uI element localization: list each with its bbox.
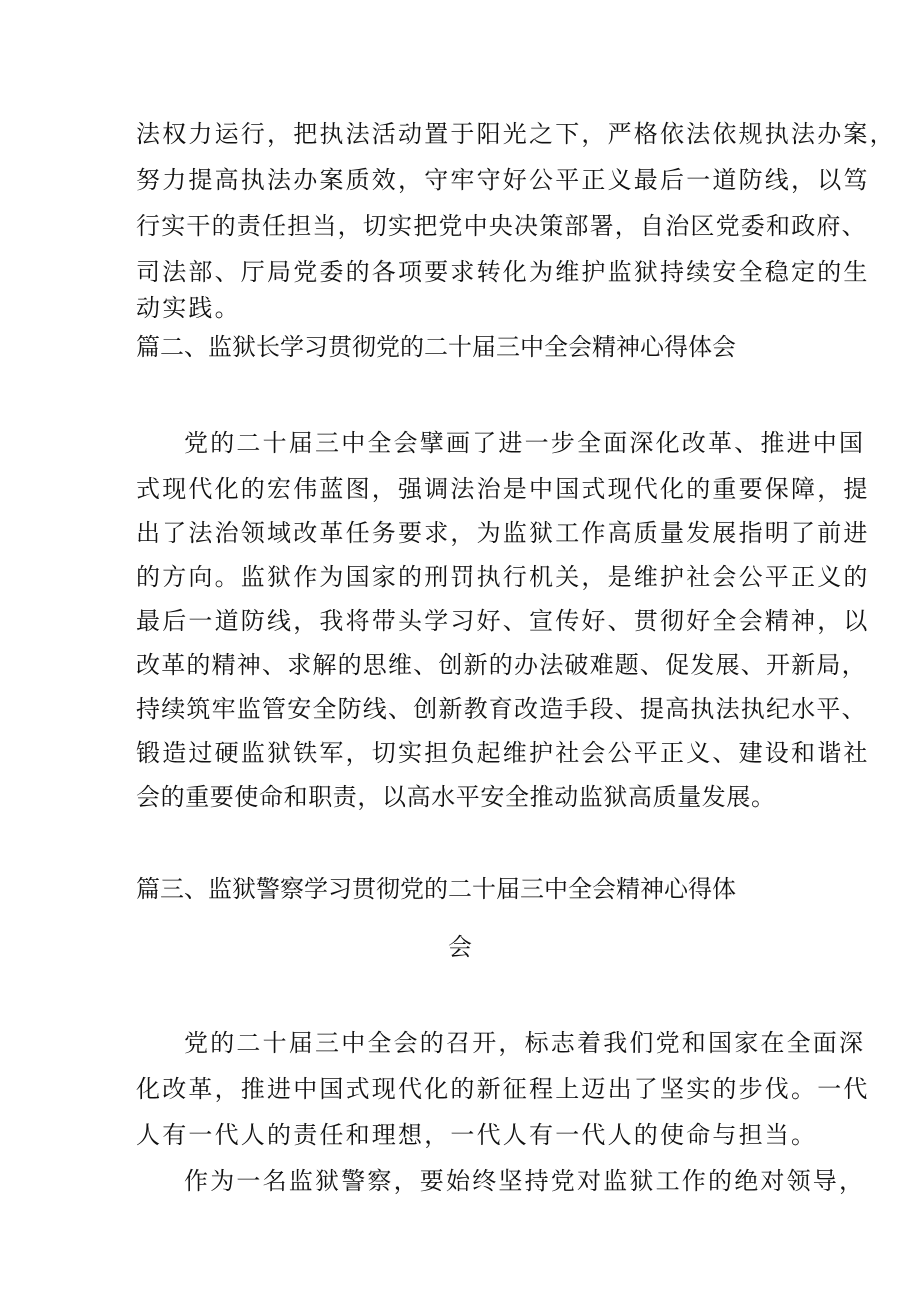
paragraph-line: 锻造过硬监狱铁军，切实担负起维护社会公平正义、建设和谐社 [136, 739, 870, 767]
paragraph-line: 行实干的责任担当，切实把党中央决策部署，自治区党委和政府、 [136, 212, 867, 240]
paragraph-line: 动实践。 [136, 294, 241, 322]
paragraph-line: 持续筑牢监管安全防线、创新教育改造手段、提高执法执纪水平、 [136, 695, 867, 723]
paragraph-line: 努力提高执法办案质效，守牢守好公平正义最后一道防线，以笃 [136, 166, 870, 194]
paragraph-line: 党的二十届三中全会的召开，标志着我们党和国家在全面深 [184, 1029, 866, 1057]
section-heading-continuation: 会 [448, 933, 472, 961]
paragraph-line: 式现代化的宏伟蓝图，强调法治是中国式现代化的重要保障，提 [136, 475, 870, 503]
paragraph-line: 最后一道防线，我将带头学习好、宣传好、贯彻好全会精神，以 [136, 607, 870, 635]
section-heading: 篇三、监狱警察学习贯彻党的二十届三中全会精神心得体 [136, 875, 736, 903]
paragraph-line: 会的重要使命和职责，以高水平安全推动监狱高质量发展。 [136, 783, 776, 811]
paragraph-line: 司法部、厅局党委的各项要求转化为维护监狱持续安全稳定的生 [136, 258, 870, 286]
paragraph-line: 的方向。监狱作为国家的刑罚执行机关，是维护社会公平正义的 [136, 563, 870, 591]
paragraph-line: 出了法治领域改革任务要求，为监狱工作高质量发展指明了前进 [136, 519, 870, 547]
paragraph-line: 改革的精神、求解的思维、创新的办法破难题、促发展、开新局， [136, 651, 867, 679]
paragraph-line: 化改革，推进中国式现代化的新征程上迈出了坚实的步伐。一代 [136, 1075, 870, 1103]
paragraph-line: 法权力运行，把执法活动置于阳光之下，严格依法依规执法办案， [136, 120, 896, 148]
paragraph-line: 人有一代人的责任和理想，一代人有一代人的使命与担当。 [136, 1121, 818, 1149]
paragraph-line: 作为一名监狱警察，要始终坚持党对监狱工作的绝对领导， [184, 1167, 866, 1195]
section-heading: 篇二、监狱长学习贯彻党的二十届三中全会精神心得体会 [136, 333, 736, 361]
paragraph-line: 党的二十届三中全会擘画了进一步全面深化改革、推进中国 [184, 429, 866, 457]
